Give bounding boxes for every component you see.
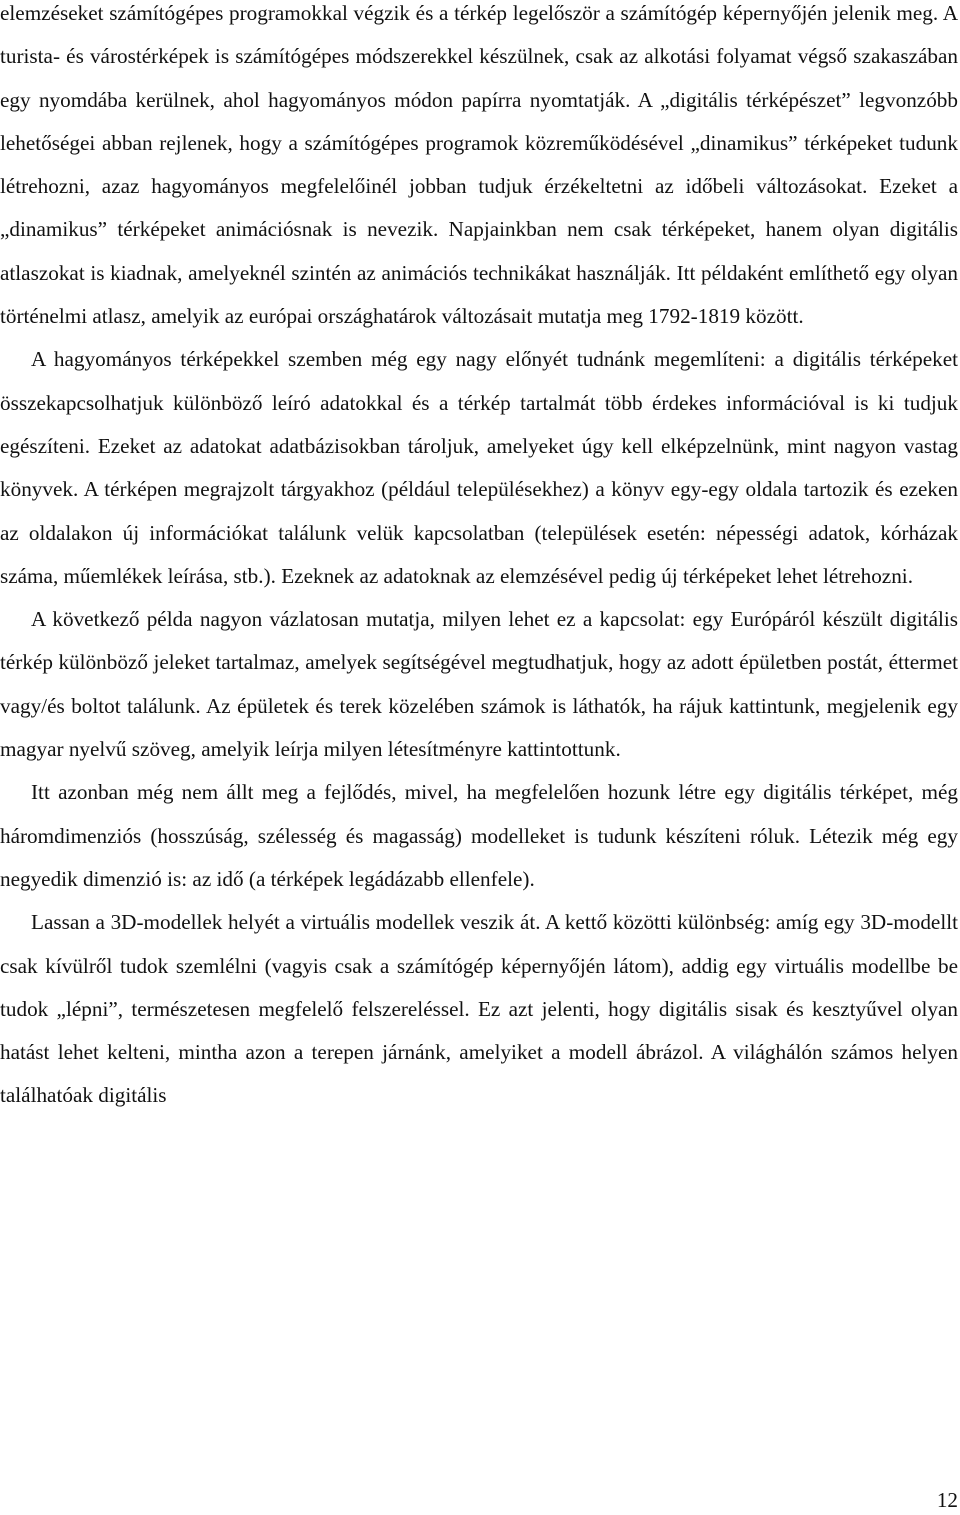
paragraph-2: A hagyományos térképekkel szemben még egy nagy előnyét tudnánk megemlíteni: a digitális térképeket összekapcsolhatjuk különböző leíró adatokkal és a térkép tartalmát több érdekes információval is ki tudjuk egészíteni. Ezeket az adatokat adatbázisokban tároljuk, amelyeket úgy kell elképzelnünk, mint nagyon vastag könyvek. A térképen megrajzolt tárgyakhoz (például településekhez) a könyv egy-egy oldala tartozik és ezeken az oldalakon új információkat találunk velük kapcsolatban (települések esetén: népességi adatok, kórházak száma, műemlékek leírása, stb.). Ezeknek az adatoknak az elemzésével pedig új térképeket lehet létrehozni. (0, 347, 958, 588)
paragraph-5: Lassan a 3D-modellek helyét a virtuális modellek veszik át. A kettő közötti különbség: amíg egy 3D-modellt csak kívülről tudok szemlélni (vagyis csak a számítógép képernyőjén látom), addig egy virtuális modellbe be tudok „lépni”, természetesen megfelelő felszereléssel. Ez azt jelenti, hogy digitális sisak és kesztyűvel olyan hatást lehet kelteni, mintha azon a terepen járnánk, amelyiket a modell ábrázol. A világhálón számos helyen találhatóak digitális (0, 910, 958, 1108)
paragraph-3: A következő példa nagyon vázlatosan mutatja, milyen lehet ez a kapcsolat: egy Európáról készült digitális térkép különböző jeleket tartalmaz, amelyek segítségével megtudhatjuk, hogy az adott épületben postát, éttermet vagy/és boltot találunk. Az épületek és terek közelében számok is láthatók, ha rájuk kattintunk, megjelenik egy magyar nyelvű szöveg, amelyik leírja milyen létesítményre kattintottunk. (0, 607, 958, 762)
page-number: 12 (936, 1488, 958, 1512)
paragraph-4: Itt azonban még nem állt meg a fejlődés, mivel, ha megfelelően hozunk létre egy digitális térképet, még háromdimenziós (hosszúság, szélesség és magasság) modelleket is tudunk készíteni róluk. Létezik még egy negyedik dimenzió is: az idő (a térképek legádázabb ellenfele). (0, 780, 958, 891)
paragraph-1: elemzéseket számítógépes programokkal végzik és a térkép legelőször a számítógép képernyőjén jelenik meg. A turista- és várostérképek is számítógépes módszerekkel készülnek, csak az alkotási folyamat végső szakaszában egy nyomdába kerülnek, ahol hagyományos módon papírra nyomtatják. A „digitális térképészet” legvonzóbb lehetőségei abban rejlenek, hogy a számítógépes programok közreműködésével „dinamikus” térképeket tudunk létrehozni, azaz hagyományos megfelelőinél jobban tudjuk érzékeltetni az időbeli változásokat. Ezeket a „dinamikus” térképeket animációsnak is nevezik. Napjainkban nem csak térképeket, hanem olyan digitális atlaszokat is kiadnak, amelyeknél szintén az animációs technikákat használják. Itt példaként említhető egy olyan történelmi atlasz, amelyik az európai országhatárok változásait mutatja meg 1792-1819 között. (0, 1, 958, 329)
